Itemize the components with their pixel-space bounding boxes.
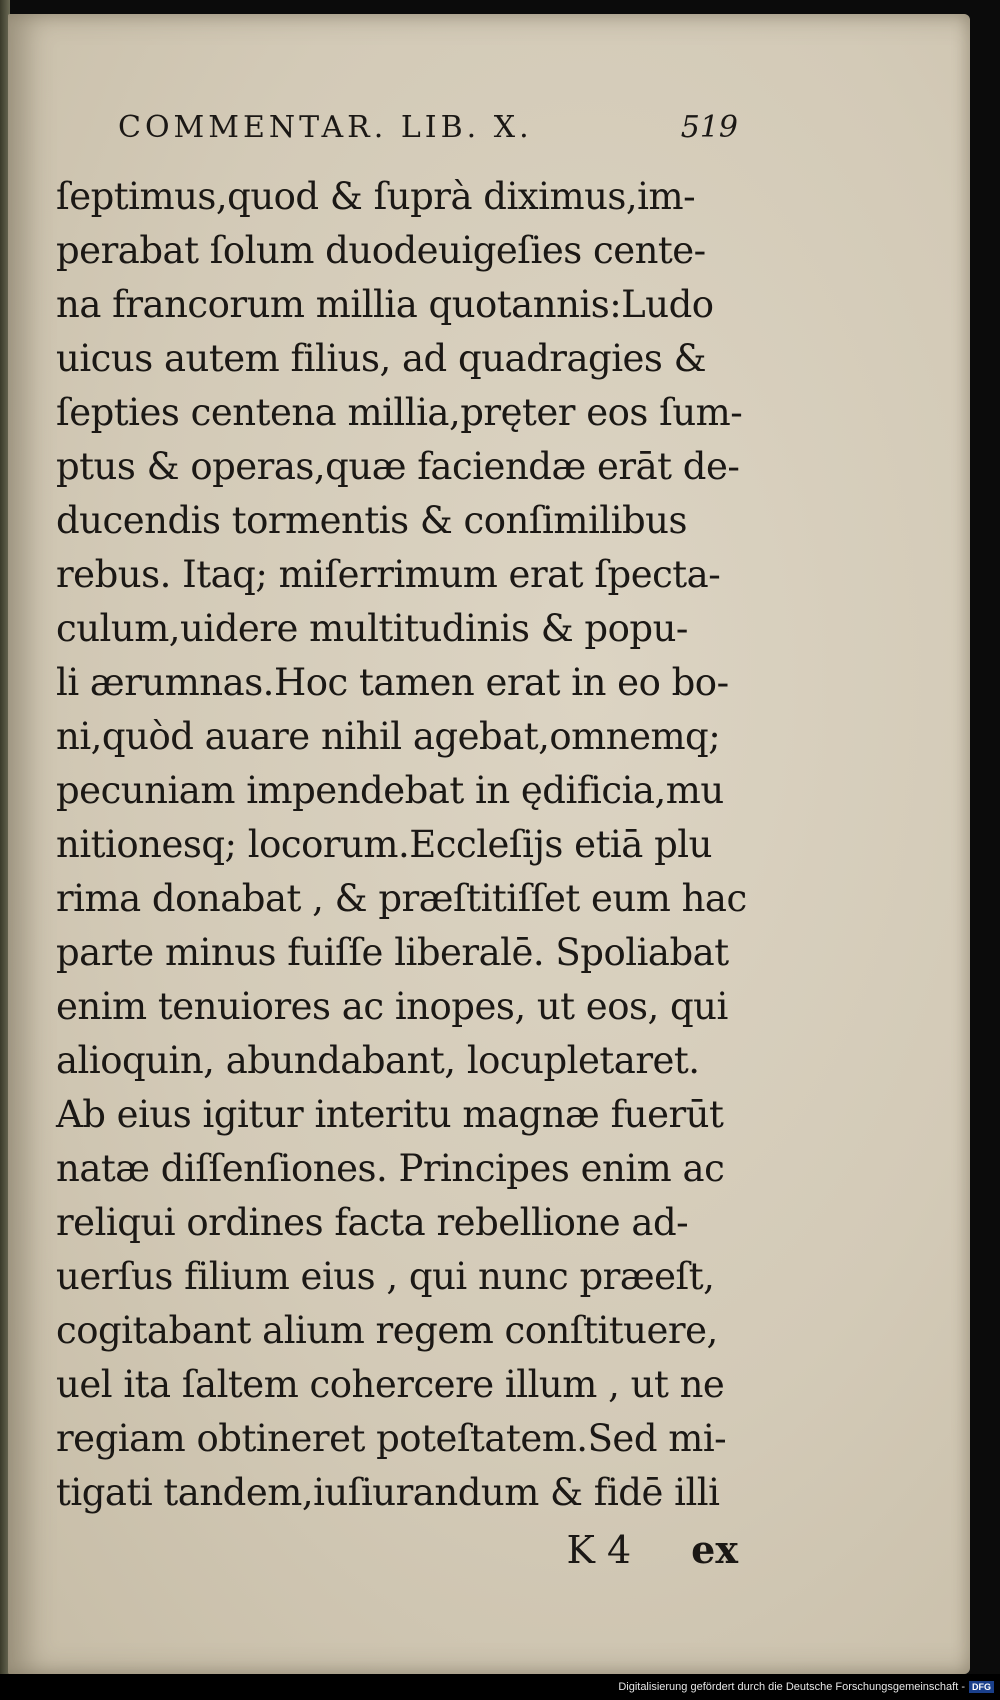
text-line: ptus & operas,quæ faciendæ erāt de- [56, 445, 740, 488]
catchword: ex [691, 1527, 738, 1572]
text-line: culum,uidere multitudinis & popu- [56, 607, 688, 650]
text-line: tigati tandem,iuſiurandum & fidē illi [56, 1471, 720, 1514]
text-line: cogitabant alium regem conſtituere, [56, 1309, 718, 1352]
text-line: perabat ſolum duodeuigeſies cente- [56, 229, 706, 272]
book-page [8, 14, 970, 1674]
footer-bar [0, 1674, 1000, 1700]
page-number: 519 [680, 110, 738, 145]
text-line: ni,quòd auare nihil agebat,omnemq; [56, 715, 721, 758]
text-line: nitionesq; locorum.Eccleſijs etiā plu [56, 823, 712, 866]
text-line: rebus. Itaq; miſerrimum erat ſpecta- [56, 553, 721, 596]
running-title: COMMENTAR. LIB. X. [118, 110, 533, 145]
text-line: parte minus fuiſſe liberalē. Spoliabat [56, 931, 729, 974]
running-head [56, 110, 746, 170]
text-line: regiam obtineret poteſtatem.Sed mi- [56, 1417, 727, 1460]
text-line: na francorum millia quotannis:Ludo [56, 283, 714, 326]
text-line: pecuniam impendebat in ędificia,mu [56, 769, 724, 812]
text-line: reliqui ordines facta rebellione ad- [56, 1201, 689, 1244]
text-line: uel ita ſaltem cohercere illum , ut ne [56, 1363, 725, 1406]
text-line: uerſus filium eius , qui nunc præeſt, [56, 1255, 715, 1298]
text-line: rima donabat , & præſtitiſſet eum hac [56, 877, 747, 920]
text-line: li ærumnas.Hoc tamen erat in eo bo- [56, 661, 729, 704]
catchline [56, 1520, 746, 1580]
text-line: ſeptimus,quod & ſuprà diximus,im- [56, 175, 696, 218]
text-line: Ab eius igitur interitu magnæ fuerūt [56, 1093, 724, 1136]
text-line: alioquin, abundabant, locupletaret. [56, 1039, 700, 1082]
text-line: enim tenuiores ac inopes, ut eos, qui [56, 985, 728, 1028]
text-block [56, 110, 746, 1580]
text-line: uicus autem filius, ad quadragies & [56, 337, 707, 380]
text-line: ducendis tormentis & conſimilibus [56, 499, 687, 542]
text-line: natæ diſſenſiones. Principes enim ac [56, 1147, 725, 1190]
footer-credit: Digitalisierung gefördert durch die Deutsche Forschungsgemeinschaft - [618, 1681, 965, 1693]
dfg-logo: DFG [969, 1681, 994, 1693]
text-line: ſepties centena millia,pręter eos ſum- [56, 391, 743, 434]
signature-mark: K 4 [566, 1528, 632, 1572]
